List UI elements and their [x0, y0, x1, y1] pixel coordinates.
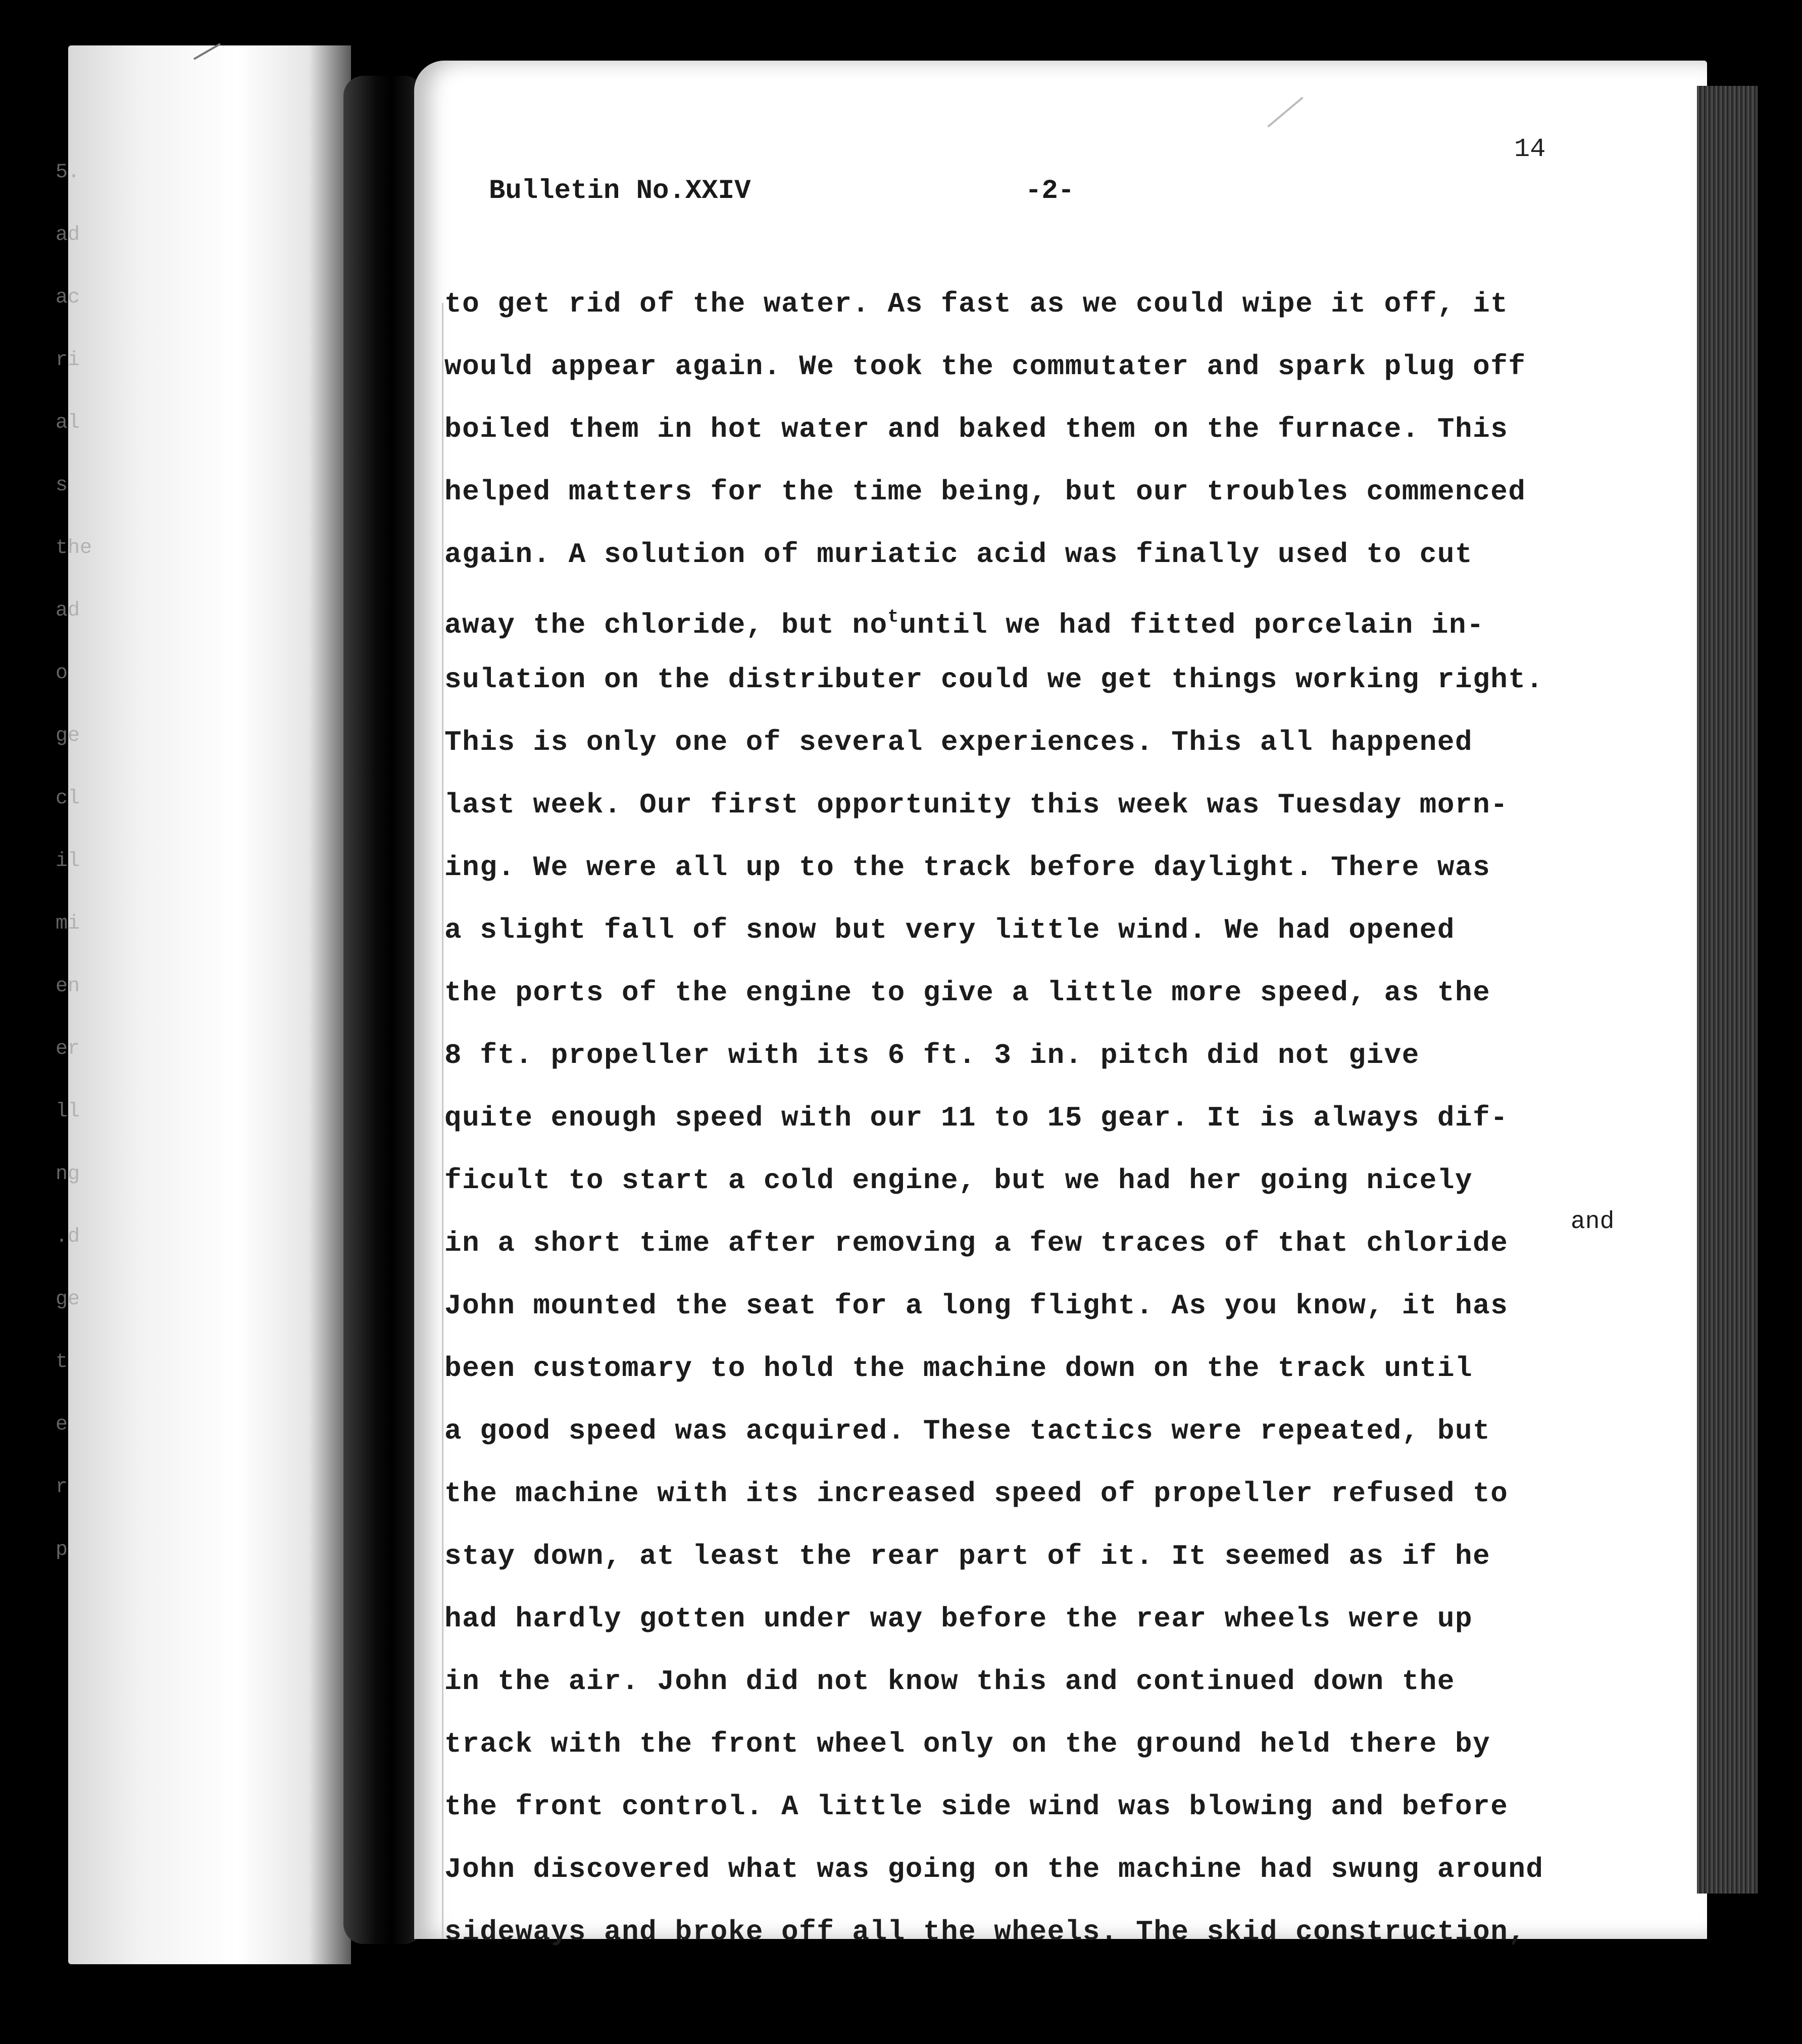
text-line: to get rid of the water. As fast as we could wipe it off, it	[444, 288, 1509, 320]
text-line: the front control. A little side wind was blowing and before	[444, 1791, 1509, 1823]
text-line: sulation on the distributer could we get things working right.	[444, 663, 1544, 696]
text-line: track with the front wheel only on the ground held there by	[444, 1728, 1491, 1760]
text-line-part: until we had fitted porcelain in-	[899, 609, 1485, 641]
text-line: last week. Our first opportunity this week was Tuesday morn-	[444, 789, 1509, 821]
page-edges	[1697, 86, 1758, 1894]
text-line: John discovered what was going on the machine had swung around	[444, 1853, 1544, 1885]
page-number: 14	[1514, 134, 1546, 164]
text-line: would appear again. We took the commutater and spark plug off	[444, 350, 1526, 383]
text-line: ing. We were all up to the track before daylight. There was	[444, 851, 1491, 884]
text-line: had hardly gotten under way before the rear wheels were up	[444, 1603, 1473, 1635]
text-line: stay down, at least the rear part of it. It seemed as if he	[444, 1540, 1491, 1572]
text-line: a good speed was acquired. These tactics were repeated, but	[444, 1415, 1491, 1447]
text-line-with-insertion	[444, 586, 1621, 648]
text-line: boiled them in hot water and baked them on the furnace. This	[444, 413, 1509, 445]
text-line: in a short time after removing a few traces of that chloride	[444, 1227, 1509, 1259]
typed-insertion: t	[887, 606, 899, 627]
page-marker: -2-	[1025, 176, 1075, 207]
bulletin-title: Bulletin No.XXIV	[489, 176, 751, 207]
text-line: again. A solution of muriatic acid was finally used to cut	[444, 538, 1473, 571]
text-line-part: away the chloride, but no	[444, 609, 888, 641]
text-line: in the air. John did not know this and continued down the	[444, 1665, 1456, 1698]
text-line: the machine with its increased speed of propeller refused to	[444, 1477, 1509, 1510]
margin-insertion: and	[1571, 1208, 1615, 1236]
text-line: 8 ft. propeller with its 6 ft. 3 in. pitch did not give	[444, 1039, 1420, 1071]
margin-rule	[442, 303, 443, 1939]
text-line: This is only one of several experiences. This all happened	[444, 726, 1473, 758]
text-line: the ports of the engine to give a little more speed, as the	[444, 977, 1491, 1009]
text-line: helped matters for the time being, but our troubles commenced	[444, 476, 1526, 508]
text-line: a slight fall of snow but very little wind. We had opened	[444, 914, 1456, 946]
text-line: been customary to hold the machine down on the track until	[444, 1352, 1473, 1385]
text-line: John mounted the seat for a long flight. As you know, it has	[444, 1290, 1509, 1322]
typewritten-body	[444, 273, 1621, 1963]
text-line: sideways and broke off all the wheels. The skid construction,	[444, 1916, 1526, 1948]
left-page-bleed-through: 5. ad ac ri al s the ad o ge cl il mi en er ll ng .d ge t e r p	[56, 161, 92, 1561]
text-line: quite enough speed with our 11 to 15 gear. It is always dif-	[444, 1102, 1509, 1134]
text-line: ficult to start a cold engine, but we had her going nicely	[444, 1164, 1473, 1197]
binding-gutter	[343, 76, 424, 1944]
